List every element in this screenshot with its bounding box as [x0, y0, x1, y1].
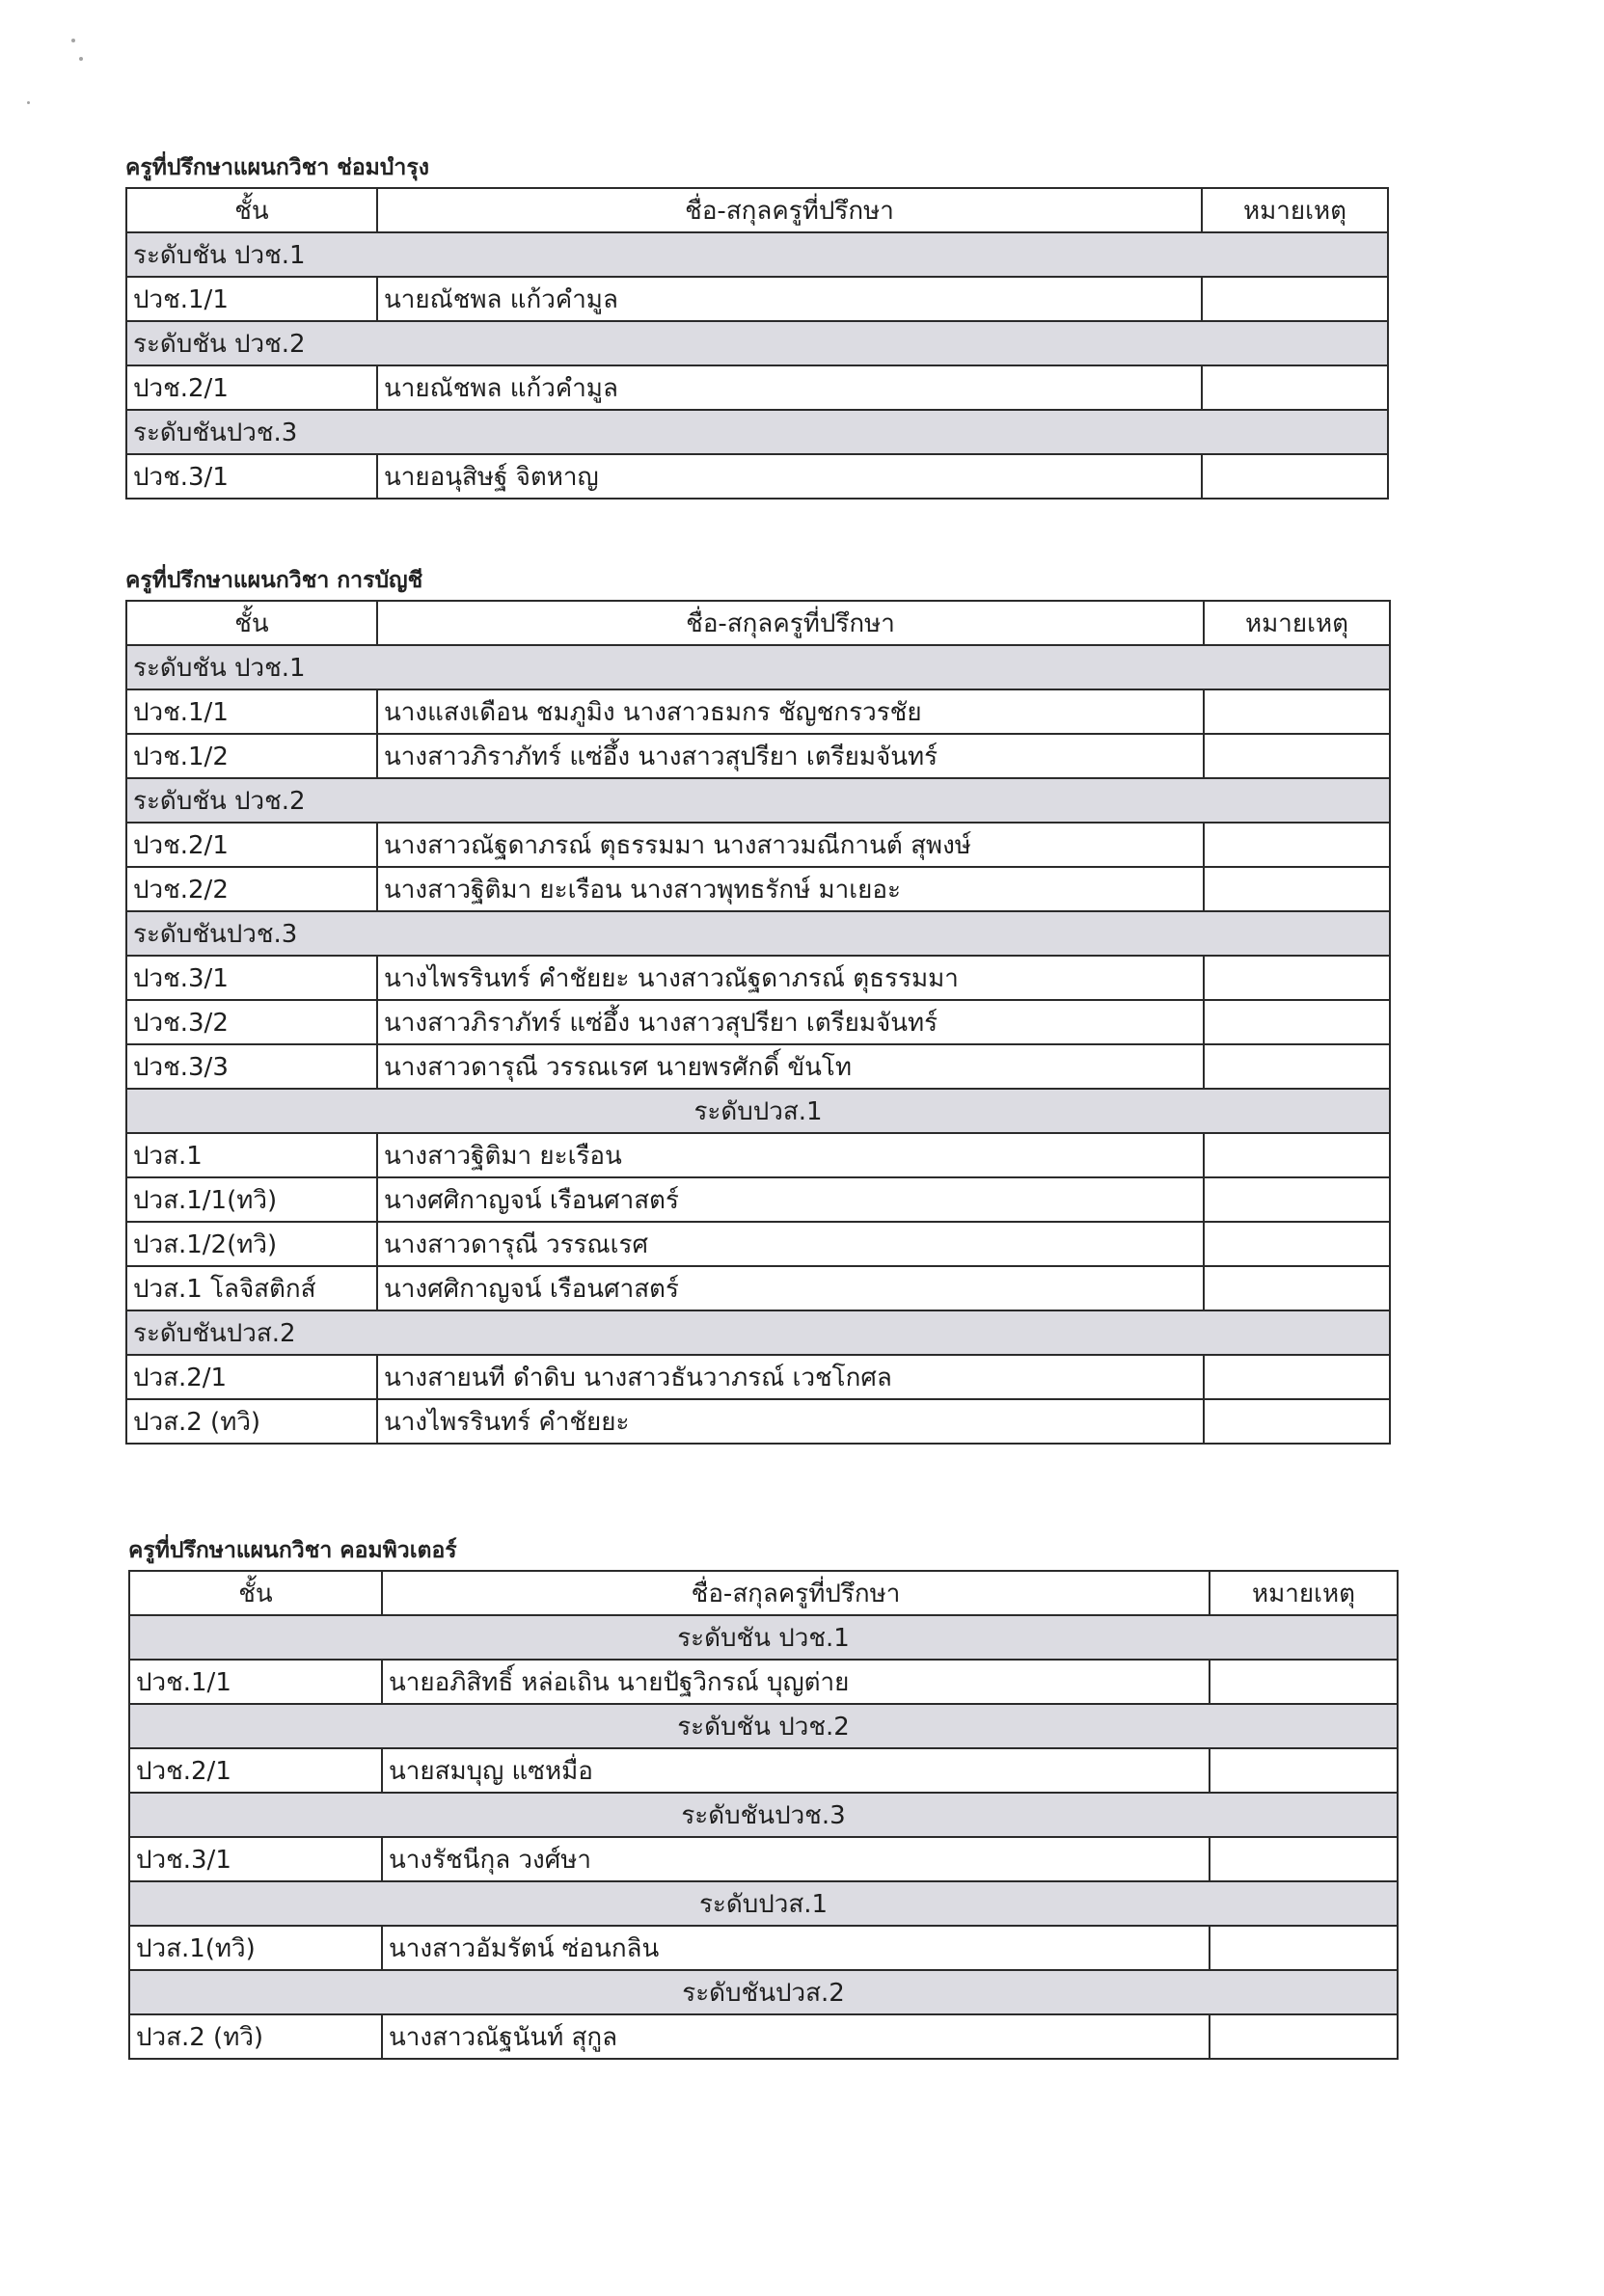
- advisor-cell: นางสายนที ดำดิบ นางสาวธันวาภรณ์ เวชโกศล: [377, 1355, 1204, 1399]
- level-label: ระดับปวส.1: [129, 1881, 1398, 1926]
- table-row: [129, 1926, 1398, 1970]
- advisor-cell: นางไพรรินทร์ คำชัยยะ นางสาวณัฐดาภรณ์ ตุธรรมมา: [377, 956, 1204, 1000]
- header-advisor: ชื่อ-สกุลครูที่ปรึกษา: [377, 188, 1202, 232]
- class-cell: ปวส.1/2(ทวิ): [126, 1222, 377, 1266]
- note-cell: [1204, 1177, 1390, 1222]
- note-cell: [1204, 1133, 1390, 1177]
- level-group-row: [126, 232, 1388, 277]
- level-label: ระดับชันปวส.2: [129, 1970, 1398, 2014]
- class-cell: ปวช.1/1: [126, 689, 377, 734]
- advisor-cell: นางรัชนีกุล วงศ์ษา: [382, 1837, 1210, 1881]
- table-row: [126, 1399, 1390, 1444]
- table-row: [126, 1133, 1390, 1177]
- section-title: ครูที่ปรึกษาแผนกวิชา ช่อมบำรุง: [125, 155, 429, 180]
- class-cell: ปวส.2 (ทวิ): [129, 2014, 382, 2059]
- section-computer: [128, 1531, 1399, 2060]
- class-cell: ปวส.1 โลจิสติกส์: [126, 1266, 377, 1310]
- table-row: [126, 1266, 1390, 1310]
- class-cell: ปวช.2/1: [126, 365, 377, 410]
- scan-speck: [79, 57, 83, 61]
- header-class: ชั้น: [126, 601, 377, 645]
- level-group-row: [126, 911, 1390, 956]
- section-title: ครูที่ปรึกษาแผนกวิชา การบัญชี: [125, 568, 423, 593]
- level-label: ระดับชัน ปวช.1: [126, 645, 1390, 689]
- advisor-cell: นางแสงเดือน ชมภูมิง นางสาวธมกร ชัญชกรวรชัย: [377, 689, 1204, 734]
- header-class: ชั้น: [129, 1571, 382, 1615]
- table-row: [126, 277, 1388, 321]
- scan-speck: [71, 39, 75, 42]
- class-cell: ปวส.1: [126, 1133, 377, 1177]
- level-group-row: [129, 1881, 1398, 1926]
- note-cell: [1204, 734, 1390, 778]
- note-cell: [1204, 1355, 1390, 1399]
- advisor-cell: นางสาวฐิติมา ยะเรือน: [377, 1133, 1204, 1177]
- level-label: ระดับชัน ปวช.2: [126, 778, 1390, 823]
- advisor-cell: นางสาวภิราภัทร์ แซ่อึ้ง นางสาวสุปรียา เตรียมจันทร์: [377, 1000, 1204, 1044]
- advisor-table: [125, 600, 1391, 1445]
- table-row: [126, 454, 1388, 499]
- class-cell: ปวส.1(ทวิ): [129, 1926, 382, 1970]
- note-cell: [1210, 1926, 1398, 1970]
- class-cell: ปวส.1/1(ทวิ): [126, 1177, 377, 1222]
- class-cell: ปวช.2/1: [129, 1748, 382, 1793]
- section-accounting: [125, 561, 1391, 1445]
- level-label: ระดับชันปวส.2: [126, 1310, 1390, 1355]
- level-group-row: [126, 645, 1390, 689]
- class-cell: ปวช.1/1: [126, 277, 377, 321]
- table-row: [129, 1748, 1398, 1793]
- level-group-row: [126, 1089, 1390, 1133]
- table-header-row: [126, 188, 1388, 232]
- advisor-cell: นายสมบุญ แซหมื่อ: [382, 1748, 1210, 1793]
- level-label: ระดับชันปวช.3: [126, 911, 1390, 956]
- level-group-row: [129, 1704, 1398, 1748]
- class-cell: ปวช.2/2: [126, 867, 377, 911]
- advisor-cell: นางสาวฐิติมา ยะเรือน นางสาวพุทธรักษ์ มาเยอะ: [377, 867, 1204, 911]
- level-label: ระดับปวส.1: [126, 1089, 1390, 1133]
- header-note: หมายเหตุ: [1204, 601, 1390, 645]
- table-header-row: [129, 1571, 1398, 1615]
- level-group-row: [129, 1970, 1398, 2014]
- note-cell: [1202, 365, 1388, 410]
- header-advisor: ชื่อ-สกุลครูที่ปรึกษา: [377, 601, 1204, 645]
- class-cell: ปวช.3/2: [126, 1000, 377, 1044]
- class-cell: ปวส.2 (ทวิ): [126, 1399, 377, 1444]
- note-cell: [1204, 1266, 1390, 1310]
- header-class: ชั้น: [126, 188, 377, 232]
- level-group-row: [126, 410, 1388, 454]
- table-row: [126, 867, 1390, 911]
- table-row: [126, 365, 1388, 410]
- advisor-cell: นายอนุสิษฐ์ จิตหาญ: [377, 454, 1202, 499]
- advisor-cell: นางสาวดารุณี วรรณเรศ นายพรศักดิ์ ขันโท: [377, 1044, 1204, 1089]
- table-row: [126, 1222, 1390, 1266]
- header-note: หมายเหตุ: [1210, 1571, 1398, 1615]
- note-cell: [1210, 1837, 1398, 1881]
- table-row: [129, 1837, 1398, 1881]
- level-group-row: [126, 321, 1388, 365]
- level-label: ระดับชันปวช.3: [126, 410, 1388, 454]
- level-group-row: [129, 1793, 1398, 1837]
- section-title: ครูที่ปรึกษาแผนกวิชา คอมพิวเตอร์: [128, 1538, 457, 1563]
- advisor-cell: นายอภิสิทธิ์ หล่อเถิน นายปัฐวิกรณ์ บุญต่าย: [382, 1660, 1210, 1704]
- level-group-row: [126, 778, 1390, 823]
- section-maintenance: [125, 149, 1389, 500]
- class-cell: ปวช.3/1: [126, 454, 377, 499]
- table-row: [126, 1355, 1390, 1399]
- class-cell: ปวช.2/1: [126, 823, 377, 867]
- level-label: ระดับชัน ปวช.1: [129, 1615, 1398, 1660]
- table-row: [126, 734, 1390, 778]
- advisor-cell: นายณัชพล แก้วคำมูล: [377, 365, 1202, 410]
- class-cell: ปวช.3/1: [129, 1837, 382, 1881]
- table-header-row: [126, 601, 1390, 645]
- scan-speck: [27, 101, 30, 104]
- note-cell: [1204, 689, 1390, 734]
- level-group-row: [126, 1310, 1390, 1355]
- advisor-cell: นายณัชพล แก้วคำมูล: [377, 277, 1202, 321]
- note-cell: [1204, 823, 1390, 867]
- level-label: ระดับชัน ปวช.2: [126, 321, 1388, 365]
- advisor-cell: นางศศิกาญจน์ เรือนศาสตร์: [377, 1177, 1204, 1222]
- table-row: [126, 1000, 1390, 1044]
- level-label: ระดับชัน ปวช.1: [126, 232, 1388, 277]
- level-label: ระดับชันปวช.3: [129, 1793, 1398, 1837]
- advisor-cell: นางสาวภิราภัทร์ แซ่อึ้ง นางสาวสุปรียา เตรียมจันทร์: [377, 734, 1204, 778]
- note-cell: [1204, 1399, 1390, 1444]
- note-cell: [1210, 2014, 1398, 2059]
- note-cell: [1204, 1000, 1390, 1044]
- advisor-table: [128, 1570, 1399, 2060]
- advisor-cell: นางไพรรินทร์ คำชัยยะ: [377, 1399, 1204, 1444]
- note-cell: [1204, 1044, 1390, 1089]
- table-row: [126, 823, 1390, 867]
- class-cell: ปวช.1/1: [129, 1660, 382, 1704]
- header-note: หมายเหตุ: [1202, 188, 1388, 232]
- advisor-table: [125, 187, 1389, 500]
- advisor-cell: นางสาวอัมรัตน์ ซ่อนกลิน: [382, 1926, 1210, 1970]
- note-cell: [1210, 1748, 1398, 1793]
- table-row: [126, 1044, 1390, 1089]
- advisor-cell: นางสาวณัฐนันท์ สุกูล: [382, 2014, 1210, 2059]
- table-row: [126, 1177, 1390, 1222]
- advisor-cell: นางศศิกาญจน์ เรือนศาสตร์: [377, 1266, 1204, 1310]
- table-row: [126, 956, 1390, 1000]
- class-cell: ปวส.2/1: [126, 1355, 377, 1399]
- table-row: [126, 689, 1390, 734]
- class-cell: ปวช.1/2: [126, 734, 377, 778]
- note-cell: [1204, 956, 1390, 1000]
- note-cell: [1210, 1660, 1398, 1704]
- level-group-row: [129, 1615, 1398, 1660]
- table-row: [129, 1660, 1398, 1704]
- note-cell: [1202, 277, 1388, 321]
- note-cell: [1204, 867, 1390, 911]
- advisor-cell: นางสาวณัฐดาภรณ์ ตุธรรมมา นางสาวมณีกานต์ สุพงษ์: [377, 823, 1204, 867]
- class-cell: ปวช.3/3: [126, 1044, 377, 1089]
- header-advisor: ชื่อ-สกุลครูที่ปรึกษา: [382, 1571, 1210, 1615]
- level-label: ระดับชัน ปวช.2: [129, 1704, 1398, 1748]
- class-cell: ปวช.3/1: [126, 956, 377, 1000]
- advisor-cell: นางสาวดารุณี วรรณเรศ: [377, 1222, 1204, 1266]
- note-cell: [1202, 454, 1388, 499]
- table-row: [129, 2014, 1398, 2059]
- note-cell: [1204, 1222, 1390, 1266]
